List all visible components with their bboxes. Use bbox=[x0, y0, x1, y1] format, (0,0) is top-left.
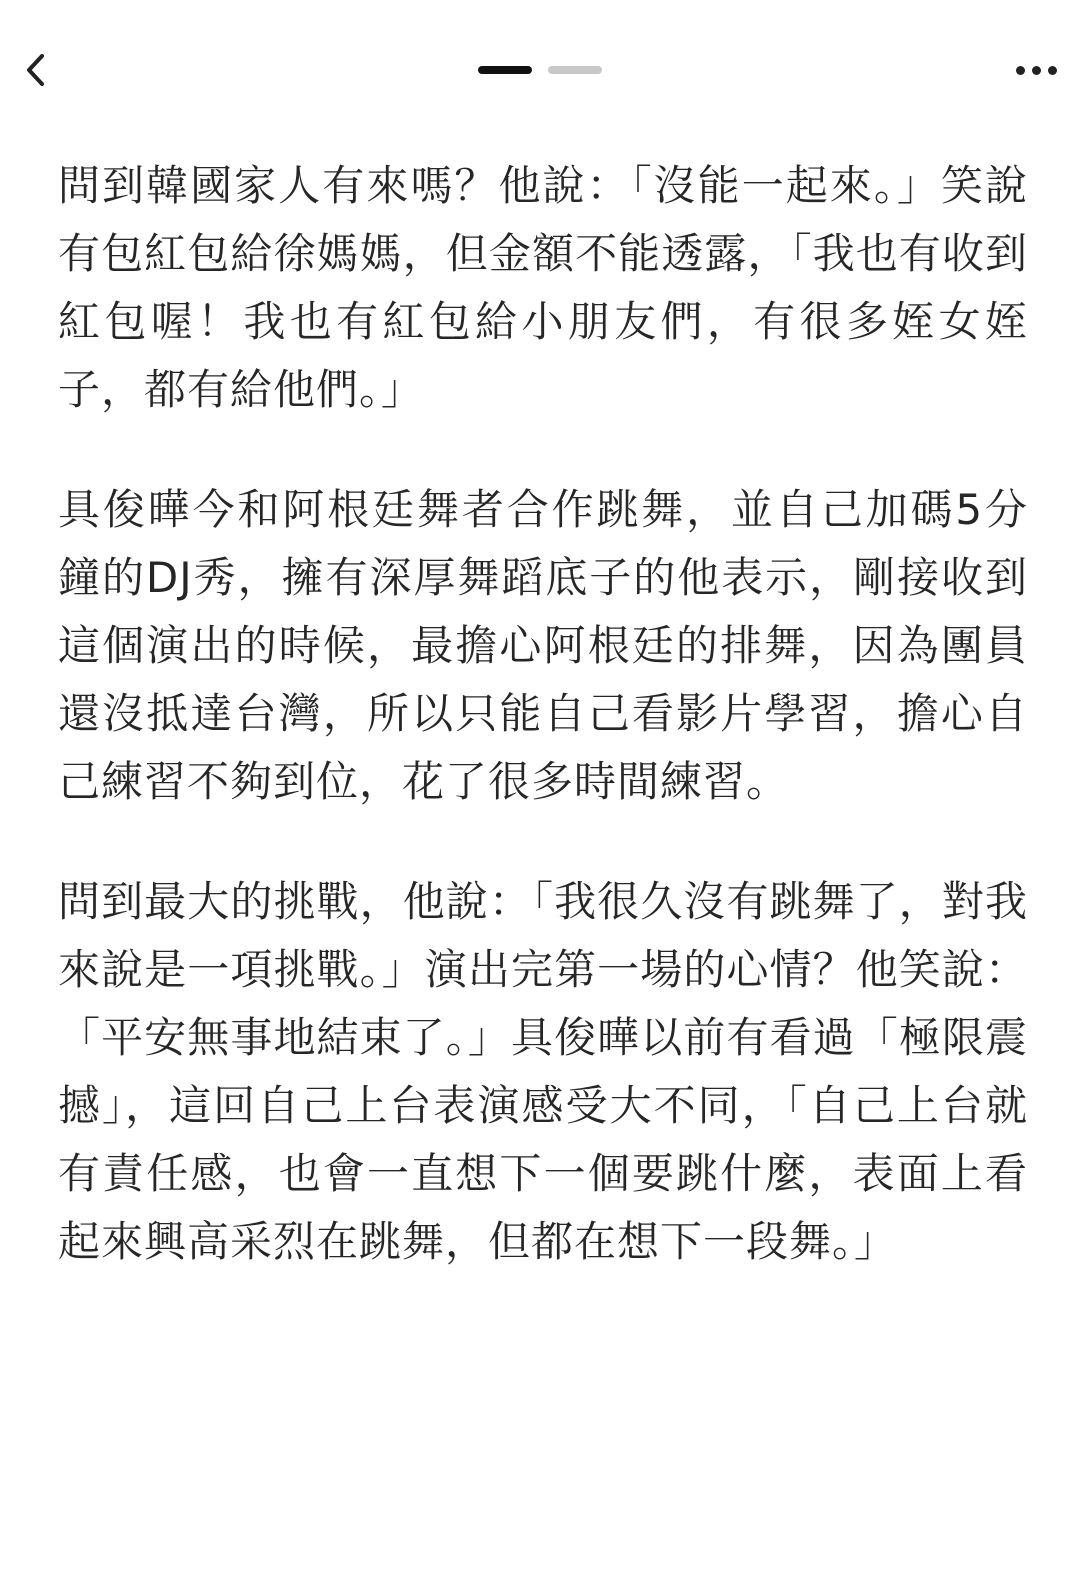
article-paragraph: 具俊曄今和阿根廷舞者合作跳舞，並自己加碼5分鐘的DJ秀，擁有深厚舞蹈底子的他表示，剛接收到這個演出的時候，最擔心阿根廷的排舞，因為團員還沒抵達台灣，所以只能自己看影片學習，擔心自己練習不夠到位，花了很多時間練習。 bbox=[58, 485, 1028, 806]
more-options-button[interactable] bbox=[1006, 50, 1066, 90]
back-button[interactable] bbox=[8, 40, 64, 100]
article-paragraph: 問到韓國家人有來嗎？他說：「沒能一起來。」笑說有包紅包給徐媽媽，但金額不能透露，「我也有收到紅包喔！我也有紅包給小朋友們，有很多姪女姪子，都有給他們。」 bbox=[58, 161, 1028, 414]
chevron-left-icon bbox=[22, 50, 50, 90]
more-horizontal-icon bbox=[1016, 66, 1025, 75]
article-body bbox=[58, 152, 1028, 1328]
article-paragraph: 問到最大的挑戰，他說：「我很久沒有跳舞了，對我來說是一項挑戰。」演出完第一場的心情？他笑說：「平安無事地結束了。」具俊曄以前有看過「極限震撼」，這回自己上台表演感受大不同，「自己上台就有責任感，也會一直想下一個要跳什麼，表面上看起來興高采烈在跳舞，但都在想下一段舞。」 bbox=[58, 877, 1028, 1266]
page-indicator-active[interactable] bbox=[478, 66, 532, 74]
top-navigation-bar bbox=[0, 0, 1080, 140]
page-indicator-inactive[interactable] bbox=[548, 66, 602, 74]
page-indicator bbox=[478, 66, 602, 74]
